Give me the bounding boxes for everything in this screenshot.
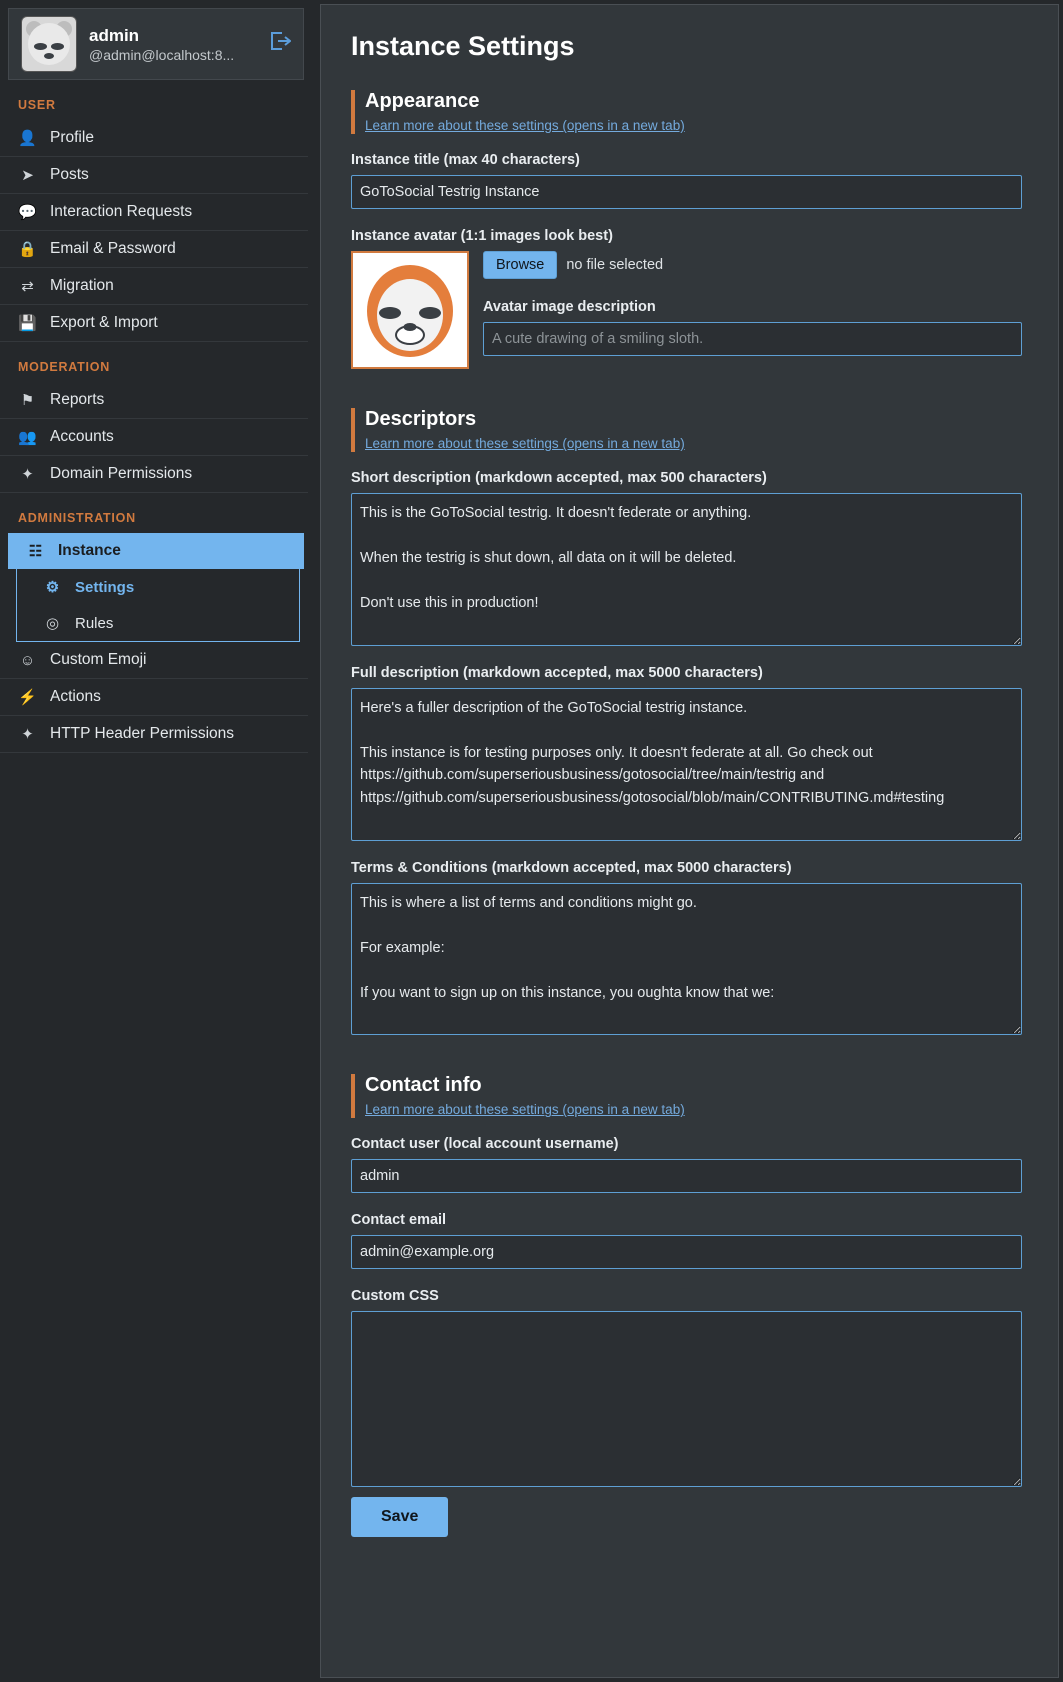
sidebar-item-profile[interactable] [0,120,308,157]
terms-label: Terms & Conditions (markdown accepted, max 5000 characters) [351,859,792,876]
sidebar-item-posts[interactable] [0,157,308,194]
sidebar-item-label: Export & Import [50,314,158,331]
short-description-label: Short description (markdown accepted, max 500 characters) [351,470,767,486]
sidebar-item-migration[interactable] [0,268,308,305]
sidebar-group-instance [8,533,304,642]
full-description-field [351,665,1022,841]
bolt-icon: ⚡ [18,689,37,706]
short-description-textarea[interactable] [351,493,1022,646]
avatar-description-input[interactable] [483,322,1022,356]
users-icon: 👥 [18,429,37,446]
sidebar-item-actions[interactable] [0,679,308,716]
instance-title-field [351,152,1022,209]
sidebar-section-administration: ADMINISTRATION [18,511,136,525]
sidebar-item-label: Instance [58,542,121,559]
sidebar-item-label: Interaction Requests [50,203,193,220]
sidebar-item-rules[interactable] [17,605,299,641]
custom-css-textarea[interactable] [351,1311,1022,1487]
exchange-icon: ⇄ [21,278,34,295]
contact-email-label: Contact email [351,1212,447,1229]
sidebar-item-label: Posts [50,166,89,183]
account-handle: @admin@localhost:8... [89,47,235,64]
full-description-label: Full description (markdown accepted, max 5000 characters) [351,664,763,681]
node-icon: ✦ [21,726,34,743]
section-title: Contact info [365,1074,482,1097]
sidebar-item-custom-emoji[interactable] [0,642,308,679]
sidebar-item-label: Settings [75,578,135,596]
section-appearance-header [351,90,1022,134]
node-icon: ✦ [21,466,34,483]
instance-title-input[interactable] [351,175,1022,209]
instance-avatar-field [351,228,1022,369]
page-title: Instance Settings [351,31,575,61]
sidebar-item-http-header-permissions[interactable] [0,716,308,753]
account-card[interactable] [8,8,304,80]
sidebar-item-label: Accounts [50,428,114,445]
sidebar-item-domain-permissions[interactable] [0,456,308,493]
full-description-textarea[interactable] [351,688,1022,841]
section-descriptors-header [351,408,1022,452]
sidebar-item-export-import[interactable] [0,305,308,342]
sidebar-item-label: Actions [50,688,101,705]
sitemap-icon: ☷ [28,543,43,560]
instance-title-label: Instance title (max 40 characters) [351,152,580,168]
sidebar [0,0,308,1682]
learn-more-link[interactable]: Learn more about these settings (opens in a new tab) [365,436,685,451]
sidebar-item-settings[interactable] [17,569,299,605]
target-icon: ◎ [45,615,60,632]
contact-user-input[interactable] [351,1159,1022,1193]
sidebar-section-moderation: MODERATION [18,360,110,374]
logout-icon[interactable] [269,31,291,57]
sidebar-item-label: Rules [75,614,114,632]
lock-icon: 🔒 [18,241,37,258]
sidebar-item-interaction-requests[interactable] [0,194,308,231]
learn-more-link[interactable]: Learn more about these settings (opens in a new tab) [365,118,685,133]
short-description-field [351,470,1022,646]
avatar [21,16,77,72]
custom-css-label: Custom CSS [351,1288,439,1305]
browse-button[interactable]: Browse [483,251,557,279]
sidebar-item-label: Custom Emoji [50,651,147,668]
save-button[interactable]: Save [351,1497,448,1537]
sidebar-item-label: Email & Password [50,240,176,257]
section-title: Appearance [365,90,480,112]
flag-icon: ⚑ [20,392,35,409]
file-status-text: no file selected [566,257,664,273]
section-title: Descriptors [365,408,477,430]
sidebar-item-email-password[interactable] [0,231,308,268]
paper-plane-icon: ➤ [21,167,34,184]
sidebar-subnav [16,569,300,642]
sidebar-item-label: Reports [50,391,105,408]
account-text [89,25,257,63]
contact-user-field [351,1136,1022,1193]
section-contact-header [351,1074,1022,1118]
sidebar-item-accounts[interactable] [0,419,308,456]
sidebar-item-reports[interactable] [0,382,308,419]
avatar-description-label: Avatar image description [483,299,656,315]
contact-email-field [351,1212,1022,1269]
instance-avatar-preview [351,251,469,369]
custom-css-field [351,1288,1022,1464]
sidebar-item-label: Profile [50,129,94,146]
terms-field [351,860,1022,1036]
sliders-icon: ⚙ [45,579,60,596]
learn-more-link[interactable]: Learn more about these settings (opens in a new tab) [365,1102,685,1118]
main-panel [320,4,1059,1678]
sidebar-item-instance[interactable] [8,533,304,569]
save-icon: 💾 [18,315,37,332]
comment-icon: 💬 [18,204,37,221]
contact-user-label: Contact user (local account username) [351,1136,619,1153]
sidebar-item-label: HTTP Header Permissions [50,725,235,742]
sidebar-section-user: USER [18,98,56,112]
account-name: admin [89,25,140,45]
sidebar-item-label: Migration [50,277,114,294]
smile-icon: ☺ [19,651,36,669]
terms-textarea[interactable] [351,883,1022,1036]
sidebar-item-label: Domain Permissions [50,465,193,482]
user-icon: 👤 [18,130,37,147]
contact-email-input[interactable] [351,1235,1022,1269]
instance-avatar-label: Instance avatar (1:1 images look best) [351,228,613,244]
